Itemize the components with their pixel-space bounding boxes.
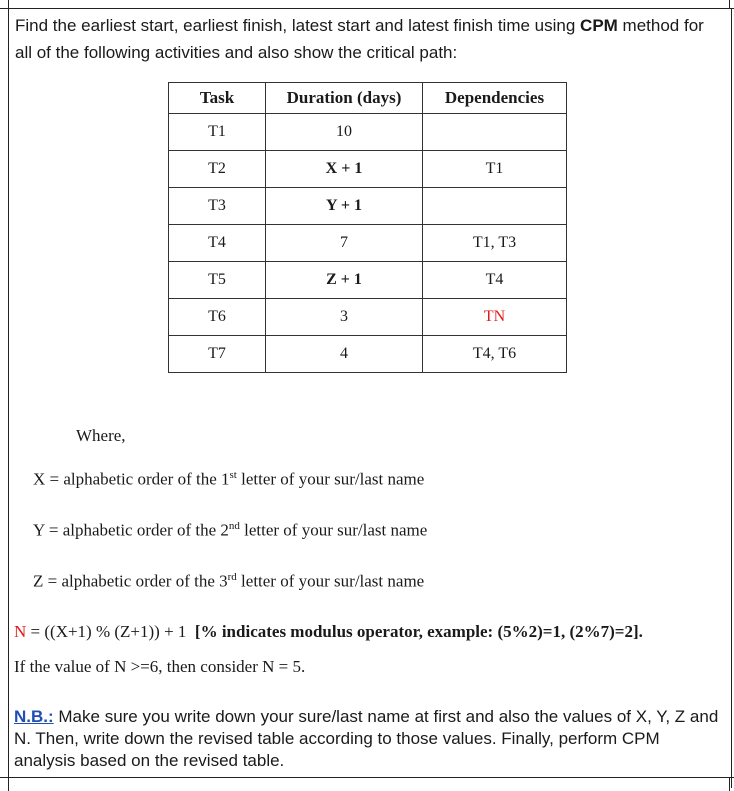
n-formula-text: = ((X+1) % (Z+1)) + 1 — [26, 622, 195, 641]
cell-deps: T4, T6 — [423, 336, 567, 373]
n-rule: If the value of N >=6, then consider N = 5. — [14, 657, 306, 676]
cell-duration: 10 — [266, 114, 423, 151]
cell-duration: X + 1 — [266, 151, 423, 188]
top-left-tick — [8, 0, 9, 8]
definition-x-sup: st — [229, 469, 237, 481]
n-formula-note: [% indicates modulus operator, example: (5%2)=1, (2%7)=2]. — [194, 622, 643, 641]
intro-text-post: method for all of the following activities and also show the critical path: — [15, 16, 704, 62]
definition-z-sup: rd — [227, 571, 237, 583]
intro-text-pre: Find the earliest start, earliest finish, latest start and latest finish time using — [15, 16, 581, 35]
cell-deps — [423, 114, 567, 151]
cell-deps — [423, 188, 567, 225]
question-intro — [15, 12, 725, 66]
cell-duration: Y + 1 — [266, 188, 423, 225]
cell-deps: T1 — [423, 151, 567, 188]
nb-note — [14, 706, 724, 772]
table-row — [169, 225, 567, 262]
definition-x-tail: letter of your sur/last name — [236, 469, 425, 489]
definition-x-text: X = alphabetic order of the 1 — [33, 469, 230, 489]
top-border — [0, 8, 734, 9]
nb-label: N.B.: — [14, 707, 54, 726]
definition-y-text: Y = alphabetic order of the 2 — [33, 520, 229, 540]
cell-task: T5 — [169, 262, 266, 299]
top-right-tick — [729, 0, 730, 8]
table-header-row — [169, 83, 567, 114]
definition-y-tail: letter of your sur/last name — [239, 520, 428, 540]
definition-z — [33, 571, 424, 592]
cell-task: T2 — [169, 151, 266, 188]
intro-method: CPM — [580, 16, 618, 35]
definition-y-sup: nd — [228, 520, 240, 532]
header-task: Task — [169, 83, 266, 114]
cell-deps: TN — [423, 299, 567, 336]
cell-task: T7 — [169, 336, 266, 373]
table-row — [169, 336, 567, 373]
n-symbol: N — [14, 622, 27, 641]
table-row — [169, 299, 567, 336]
bottom-left-tick — [8, 777, 9, 791]
table-row — [169, 151, 567, 188]
definition-z-tail: letter of your sur/last name — [236, 571, 425, 591]
bottom-right-tick — [729, 777, 730, 791]
cell-duration: 4 — [266, 336, 423, 373]
cell-duration: 7 — [266, 225, 423, 262]
bottom-border — [0, 777, 734, 778]
definition-x — [33, 469, 424, 490]
cell-duration: Z + 1 — [266, 262, 423, 299]
cell-duration: 3 — [266, 299, 423, 336]
cell-task: T3 — [169, 188, 266, 225]
cell-task: T6 — [169, 299, 266, 336]
n-formula — [14, 622, 643, 642]
table-row — [169, 188, 567, 225]
header-dependencies: Dependencies — [423, 83, 567, 114]
nb-text: Make sure you write down your sure/last name at first and also the values of X, Y, Z and N. Then, write down the revised table according to those values. Finally, perform CPM analysis based on the revised table. — [14, 707, 719, 770]
activity-table — [168, 82, 567, 373]
cell-task: T4 — [169, 225, 266, 262]
definition-y — [33, 520, 427, 541]
cell-task: T1 — [169, 114, 266, 151]
header-duration: Duration (days) — [266, 83, 423, 114]
table-row — [169, 262, 567, 299]
table-row — [169, 114, 567, 151]
definition-z-text: Z = alphabetic order of the 3 — [33, 571, 228, 591]
where-label: Where, — [76, 426, 126, 445]
cell-deps: T4 — [423, 262, 567, 299]
cell-deps: T1, T3 — [423, 225, 567, 262]
